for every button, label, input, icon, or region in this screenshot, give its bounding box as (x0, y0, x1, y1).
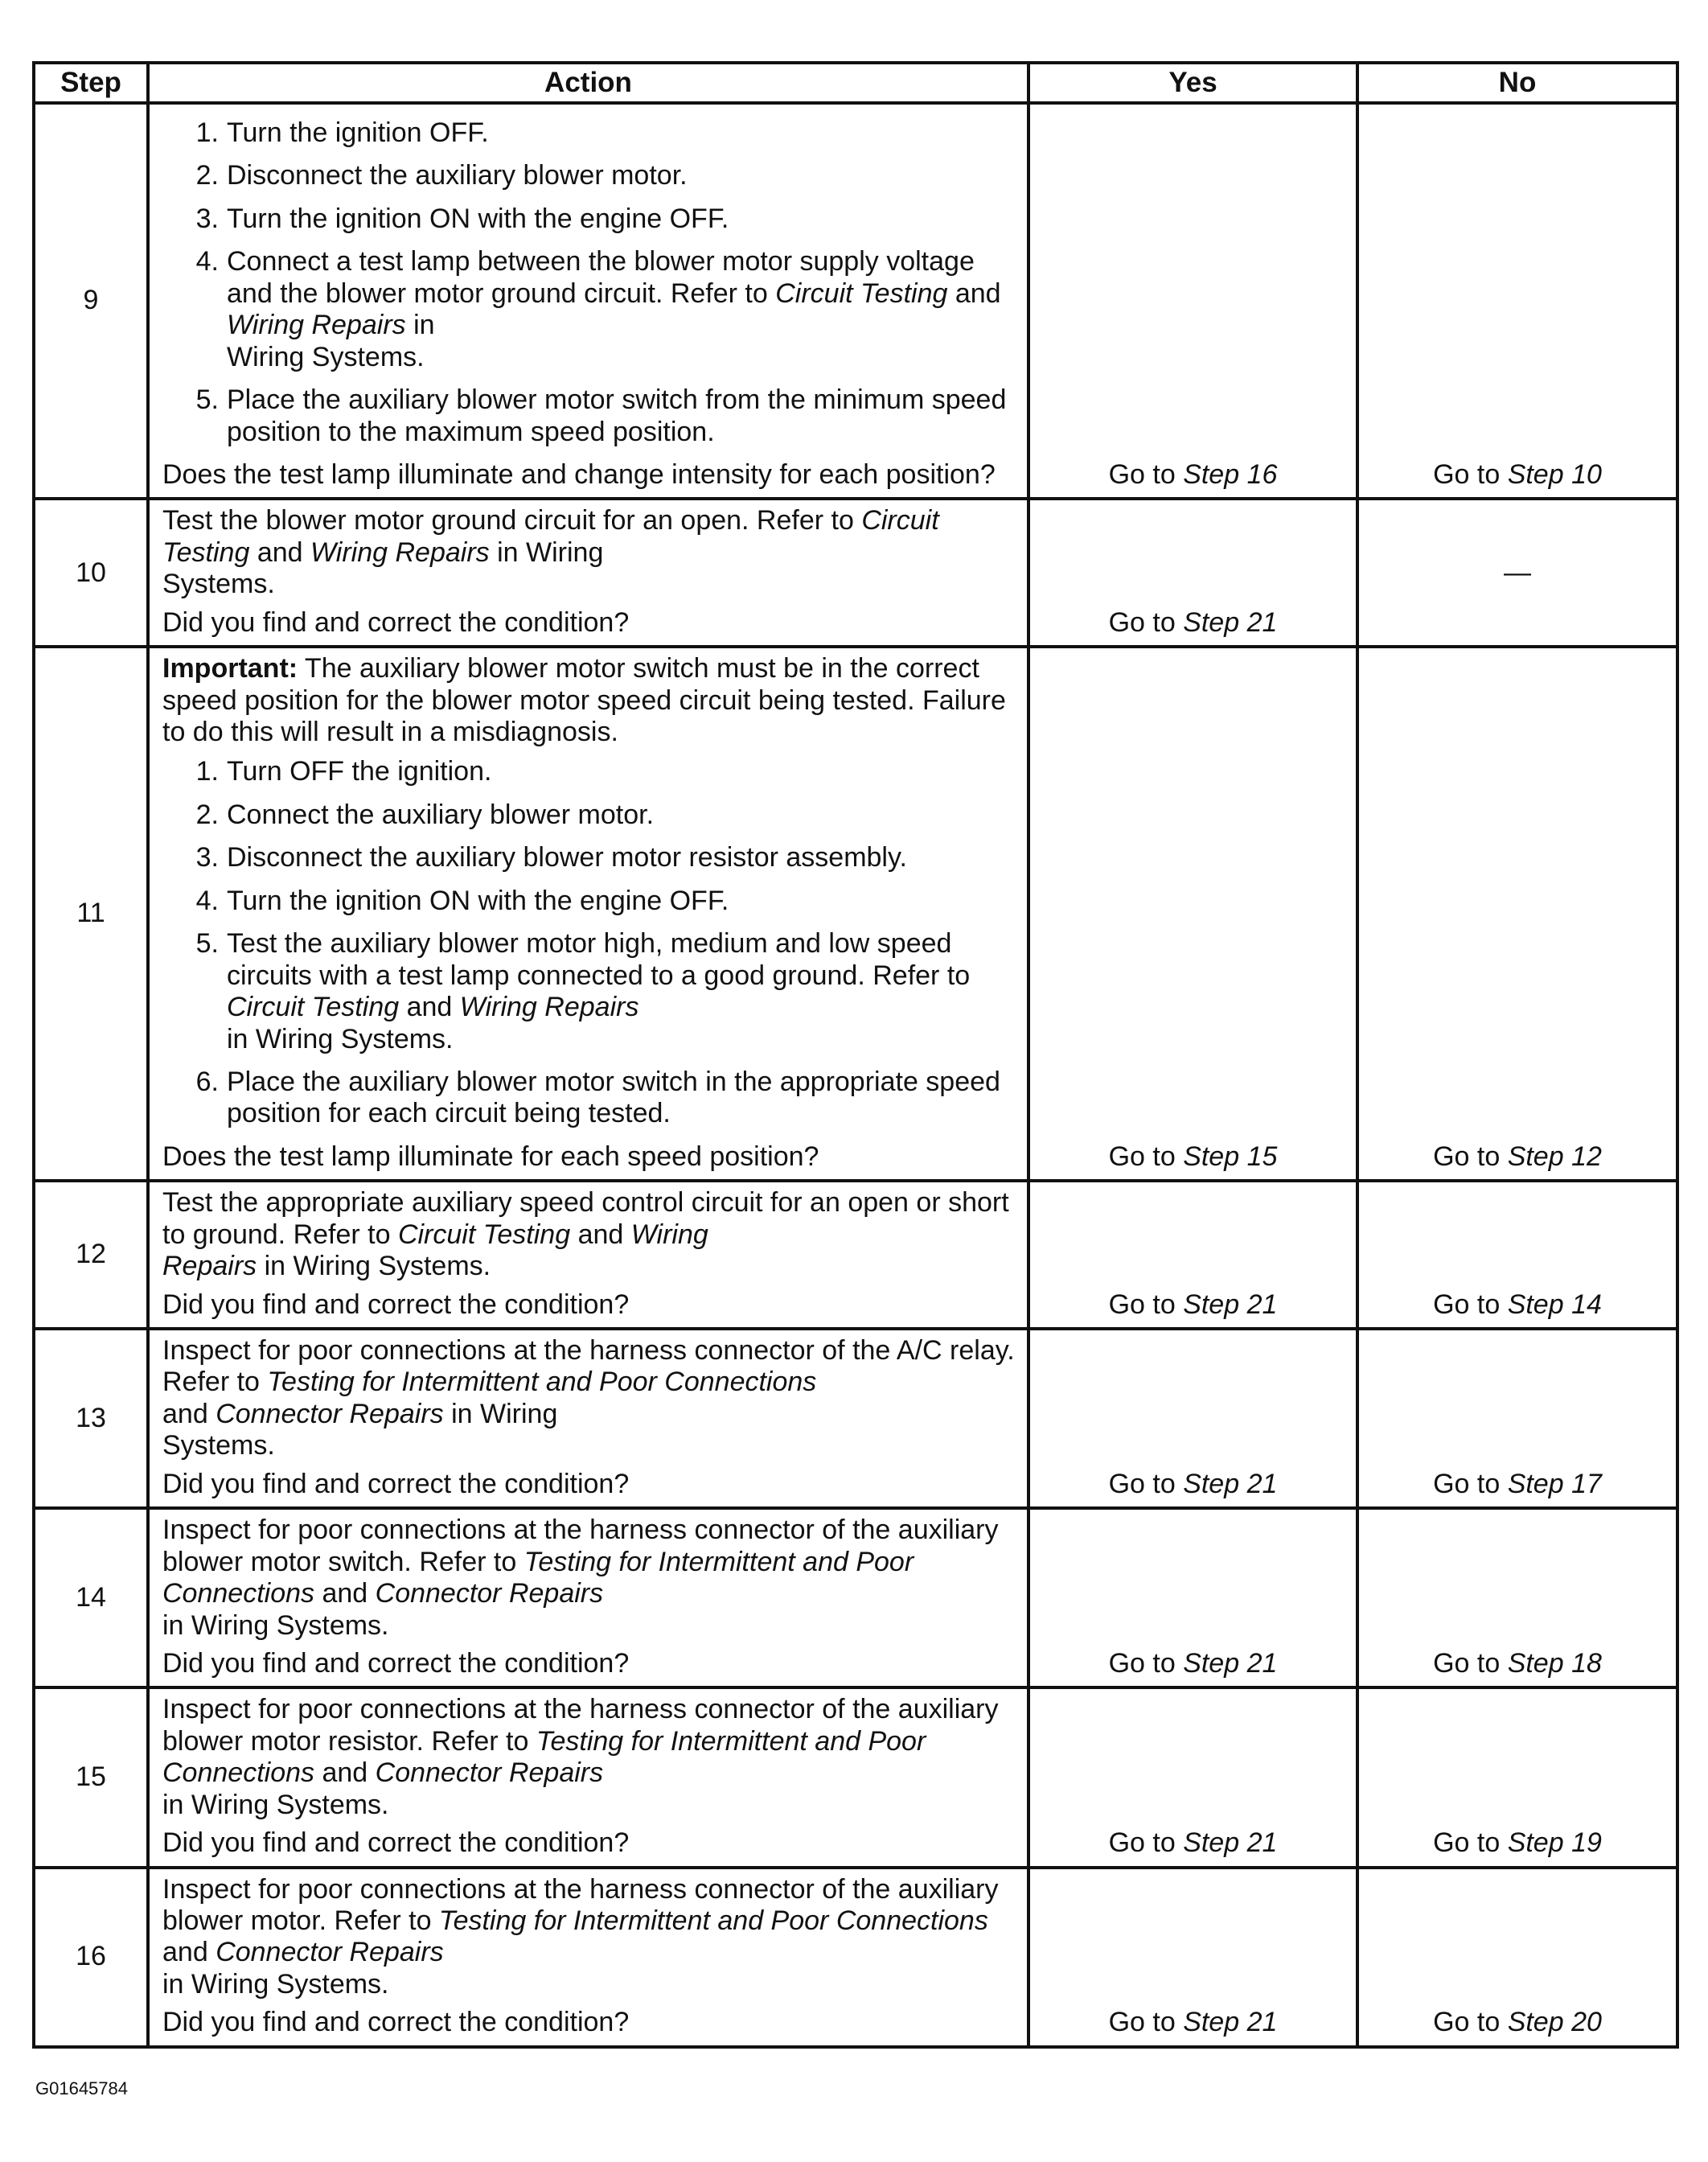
procedure-number: 6. (195, 1066, 219, 1097)
table-row (34, 1181, 1677, 1329)
goto-step-link: Step 21 (1183, 1647, 1278, 1679)
yes-result (1030, 2007, 1356, 2038)
goto-step-link: Step 20 (1507, 2007, 1602, 2038)
procedure-text: Connect the auxiliary blower motor. (227, 799, 655, 830)
goto-prefix: Go to (1108, 1468, 1184, 1499)
goto-step-link: Step 21 (1183, 1289, 1278, 1320)
goto-prefix: Go to (1433, 1289, 1508, 1320)
procedure-number: 3. (195, 203, 219, 234)
goto-prefix: Go to (1433, 458, 1508, 490)
procedure-text: Turn OFF the ignition. (227, 756, 492, 787)
no-result (1359, 459, 1676, 491)
table-row (34, 1687, 1677, 1867)
step-number: 11 (34, 647, 148, 1181)
yes-result (1030, 459, 1356, 491)
important-text: The auxiliary blower motor switch must be in the correct speed position for the blower motor speed circuit being tested. Failure to do this will result in a misdiagnosis. (162, 653, 1006, 747)
table-row (34, 103, 1677, 499)
procedure-text: Connect a test lamp between the blower motor supply voltage and the blower motor ground circuit. Refer to Circuit Testing and Wiring Repairs in Wiring Systems. (227, 246, 1001, 372)
procedure-text: Disconnect the auxiliary blower motor resistor assembly. (227, 842, 907, 873)
important-label: Important: (162, 653, 298, 684)
action-cell (148, 1181, 1028, 1329)
goto-prefix: Go to (1108, 2007, 1184, 2038)
question-text: Did you find and correct the condition? (162, 1289, 630, 1320)
yes-cell (1028, 1868, 1357, 2047)
header-row (34, 63, 1677, 103)
goto-prefix: Go to (1108, 606, 1184, 638)
yes-result (1030, 1289, 1356, 1321)
step-number: 9 (34, 103, 148, 499)
header-step: Step (34, 63, 148, 103)
table-row (34, 647, 1677, 1181)
action-cell (148, 1329, 1028, 1508)
no-cell (1357, 499, 1677, 647)
procedure-item (162, 799, 1020, 831)
goto-prefix: Go to (1433, 1468, 1508, 1499)
action-cell (148, 1868, 1028, 2047)
goto-step-link: Step 15 (1183, 1141, 1278, 1172)
goto-step-link: Step 14 (1507, 1289, 1602, 1320)
no-result (1359, 1648, 1676, 1679)
action-cell (148, 647, 1028, 1181)
goto-prefix: Go to (1108, 458, 1184, 490)
goto-step-link: Step 19 (1507, 1827, 1602, 1859)
yes-cell (1028, 1687, 1357, 1867)
procedure-number: 2. (195, 160, 219, 191)
step-number: 12 (34, 1181, 148, 1329)
procedure-item (162, 842, 1020, 873)
goto-step-link: Step 21 (1183, 606, 1278, 638)
procedure-text: Turn the ignition ON with the engine OFF. (227, 203, 729, 234)
no-cell (1357, 1508, 1677, 1687)
no-result (1359, 1141, 1676, 1173)
procedure-number: 4. (195, 246, 219, 277)
procedure-list (162, 756, 1020, 1129)
procedure-text: Turn the ignition OFF. (227, 117, 489, 148)
procedure-item (162, 203, 1020, 235)
goto-prefix: Go to (1433, 1141, 1508, 1172)
goto-prefix: Go to (1108, 1141, 1184, 1172)
question-text: Does the test lamp illuminate and change intensity for each position? (162, 458, 996, 490)
procedure-number: 5. (195, 384, 219, 416)
procedure-item (162, 160, 1020, 191)
action-cell (148, 499, 1028, 647)
action-cell (148, 103, 1028, 499)
procedure-item (162, 1067, 1020, 1130)
procedure-text: Disconnect the auxiliary blower motor. (227, 160, 688, 191)
goto-step-link: Step 21 (1183, 1827, 1278, 1859)
procedure-item (162, 246, 1020, 373)
diagnostic-table (32, 61, 1679, 2049)
question-text: Did you find and correct the condition? (162, 1468, 630, 1499)
yes-result (1030, 1141, 1356, 1173)
no-result (1359, 1469, 1676, 1500)
goto-step-link: Step 17 (1507, 1468, 1602, 1499)
procedure-text: Turn the ignition ON with the engine OFF. (227, 885, 729, 916)
goto-step-link: Step 18 (1507, 1647, 1602, 1679)
no-cell (1357, 103, 1677, 499)
yes-cell (1028, 103, 1357, 499)
question-text: Did you find and correct the condition? (162, 1647, 630, 1679)
goto-prefix: Go to (1433, 1827, 1508, 1859)
no-result (1359, 1289, 1676, 1321)
question-text: Does the test lamp illuminate for each speed position? (162, 1141, 819, 1172)
step-number: 13 (34, 1329, 148, 1508)
procedure-text: Place the auxiliary blower motor switch from the minimum speed position to the maximum speed position. (227, 384, 1007, 447)
action-text: Test the blower motor ground circuit for an open. Refer to Circuit Testing and Wiring Repairs in Wiring Systems. (162, 505, 939, 600)
procedure-item (162, 756, 1020, 787)
header-action: Action (148, 63, 1028, 103)
goto-step-link: Step 12 (1507, 1141, 1602, 1172)
no-cell (1357, 1181, 1677, 1329)
goto-prefix: Go to (1433, 1647, 1508, 1679)
step-number: 16 (34, 1868, 148, 2047)
procedure-number: 5. (195, 928, 219, 960)
action-cell (148, 1508, 1028, 1687)
goto-step-link: Step 21 (1183, 1468, 1278, 1499)
header-yes: Yes (1028, 63, 1357, 103)
figure-id: G01645784 (35, 2078, 128, 2098)
yes-cell (1028, 499, 1357, 647)
step-number: 14 (34, 1508, 148, 1687)
goto-prefix: Go to (1108, 1289, 1184, 1320)
action-text: Inspect for poor connections at the harness connector of the auxiliary blower motor. Refer to Testing for Intermittent and Poor Connections and Connector Repairs in Wiring Systems. (162, 1873, 999, 2000)
no-cell (1357, 1868, 1677, 2047)
goto-prefix: Go to (1108, 1647, 1184, 1679)
procedure-item (162, 886, 1020, 917)
no-cell (1357, 1687, 1677, 1867)
procedure-number: 1. (195, 117, 219, 148)
table-row (34, 499, 1677, 647)
yes-cell (1028, 1508, 1357, 1687)
procedure-text: Test the auxiliary blower motor high, medium and low speed circuits with a test lamp connected to a good ground. Refer to Circuit Testing and Wiring Repairs in Wiring Systems. (227, 928, 971, 1054)
no-cell (1357, 647, 1677, 1181)
procedure-item (162, 117, 1020, 149)
procedure-item (162, 384, 1020, 448)
important-note (162, 653, 1020, 748)
action-text: Inspect for poor connections at the harness connector of the auxiliary blower motor resistor. Refer to Testing for Intermittent and Poor Connections and Connector Repairs in Wiring Systems. (162, 1694, 999, 1820)
no-result-dash: — (1504, 557, 1531, 588)
goto-prefix: Go to (1108, 1827, 1184, 1859)
procedure-list (162, 117, 1020, 448)
goto-step-link: Step 10 (1507, 458, 1602, 490)
goto-step-link: Step 21 (1183, 2007, 1278, 2038)
goto-step-link: Step 16 (1183, 458, 1278, 490)
procedure-item (162, 928, 1020, 1055)
table-row (34, 1329, 1677, 1508)
yes-result (1030, 1827, 1356, 1859)
yes-cell (1028, 1329, 1357, 1508)
goto-prefix: Go to (1433, 2007, 1508, 2038)
question-text: Did you find and correct the condition? (162, 2007, 630, 2038)
procedure-text: Place the auxiliary blower motor switch in the appropriate speed position for each circuit being tested. (227, 1066, 1000, 1129)
step-number: 10 (34, 499, 148, 647)
question-text: Did you find and correct the condition? (162, 1827, 630, 1859)
table-row (34, 1508, 1677, 1687)
action-text: Inspect for poor connections at the harness connector of the A/C relay. Refer to Testing for Intermittent and Poor Connections and Connector Repairs in Wiring Systems. (162, 1335, 1015, 1461)
action-text: Test the appropriate auxiliary speed control circuit for an open or short to ground. Refer to Circuit Testing and Wiring Repairs in Wiring Systems. (162, 1187, 1009, 1282)
yes-result (1030, 1648, 1356, 1679)
table-row (34, 1868, 1677, 2047)
question-text: Did you find and correct the condition? (162, 606, 630, 638)
yes-cell (1028, 647, 1357, 1181)
procedure-number: 1. (195, 756, 219, 787)
procedure-number: 4. (195, 885, 219, 916)
procedure-number: 2. (195, 799, 219, 830)
procedure-number: 3. (195, 842, 219, 873)
no-result (1359, 1827, 1676, 1859)
step-number: 15 (34, 1687, 148, 1867)
no-result (1359, 2007, 1676, 2038)
action-text: Inspect for poor connections at the harness connector of the auxiliary blower motor switch. Refer to Testing for Intermittent and Poor Connections and Connector Repairs in Wiring Systems. (162, 1515, 999, 1641)
yes-cell (1028, 1181, 1357, 1329)
header-no: No (1357, 63, 1677, 103)
yes-result (1030, 607, 1356, 639)
action-cell (148, 1687, 1028, 1867)
yes-result (1030, 1469, 1356, 1500)
no-cell (1357, 1329, 1677, 1508)
